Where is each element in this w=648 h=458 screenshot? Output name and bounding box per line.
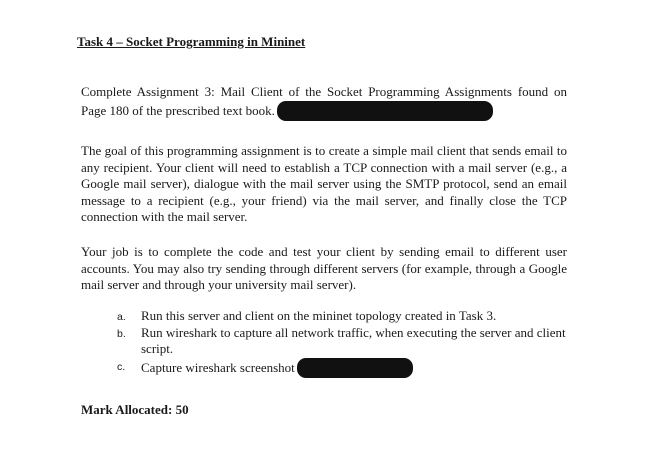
list-marker: b.: [117, 327, 126, 340]
list-item-text: Run this server and client on the mininet topology created in Task 3.: [141, 308, 497, 323]
intro-text: Complete Assignment 3: Mail Client of the Socket Programming Assignments found on Page 180 of the prescribed text book.: [81, 84, 567, 118]
list-marker: c.: [117, 360, 126, 373]
redaction-bar: [297, 358, 413, 378]
task-list: [117, 308, 573, 378]
mark-allocated: Mark Allocated: 50: [81, 402, 189, 417]
intro-paragraph: [81, 84, 567, 121]
list-item: [117, 308, 573, 325]
list-item: [117, 358, 573, 378]
redaction-bar: [277, 101, 493, 121]
list-item: [117, 325, 573, 358]
list-item-text: Run wireshark to capture all network traffic, when executing the server and client script.: [141, 324, 566, 356]
goal-paragraph: The goal of this programming assignment is to create a simple mail client that sends email to any recipient. Your client will need to establish a TCP connection with a mail server (e.g., a Google mail server), dialogue with the mail server using the SMTP protocol, send an email message to a recipient (e.g., your friend) via the mail server, and finally close the TCP connection with the mail server.: [81, 143, 567, 224]
task-heading: Task 4 – Socket Programming in Mininet: [77, 34, 306, 49]
job-paragraph: Your job is to complete the code and test your client by sending email to different user accounts. You may also try sending through different servers (for example, through a Google mail server and through your university mail server).: [81, 244, 567, 292]
list-item-text: Capture wireshark screenshot: [141, 359, 295, 375]
list-marker: a.: [117, 311, 126, 323]
